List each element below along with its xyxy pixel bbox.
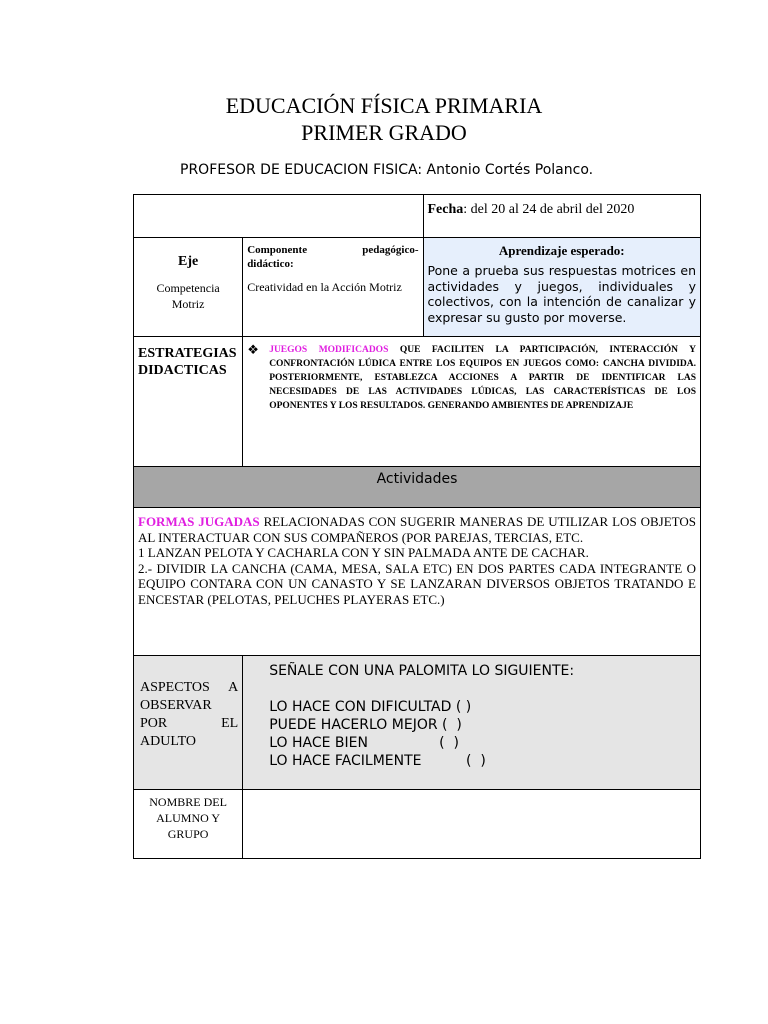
document-subtitle: PRIMER GRADO	[301, 120, 467, 145]
estrategias-label-line1: ESTRATEGIAS	[138, 346, 237, 361]
aprendizaje-label: Aprendizaje esperado:	[498, 243, 625, 258]
date-value: : del 20 al 24 de abril del 2020	[463, 202, 635, 217]
eje-label: Eje	[177, 254, 199, 269]
estrategias-content-cell	[243, 337, 701, 467]
nombre-label-line3: GRUPO	[167, 827, 209, 841]
plan-table	[133, 194, 701, 859]
date-row	[134, 195, 701, 238]
actividades-header-row	[134, 467, 701, 508]
componente-cell	[243, 238, 423, 337]
estrategias-row	[134, 337, 701, 467]
aspectos-instruction: SEÑALE CON UNA PALOMITA LO SIGUIENTE:	[269, 663, 575, 679]
componente-value: Creatividad en la Acción Motriz	[247, 280, 402, 294]
option-hace-bien[interactable]: LO HACE BIEN ( )	[269, 735, 459, 751]
empty-cell	[134, 195, 424, 238]
date-cell	[423, 195, 701, 238]
option-puede-mejor[interactable]: PUEDE HACERLO MEJOR ( )	[269, 717, 462, 733]
aspectos-label-line3: POR EL	[140, 716, 239, 731]
eje-cell	[134, 238, 243, 337]
nombre-label-cell	[134, 790, 243, 859]
aspectos-row	[134, 656, 701, 790]
date-label: Fecha	[427, 202, 464, 217]
estrategias-label-line2: DIDACTICAS	[138, 363, 227, 378]
document-title: EDUCACIÓN FÍSICA PRIMARIA	[225, 93, 543, 118]
actividades-header: Actividades	[134, 467, 701, 508]
estrategias-label-cell	[134, 337, 243, 467]
actividades-item-2: 2.- DIVIDIR LA CANCHA (CAMA, MESA, SALA ETC) EN DOS PARTES CADA INTEGRANTE O EQUIPO CONTARA CON UN CANASTO Y SE LANZARAN DIVERSOS OBJETOS TRATANDO E ENCESTAR (PELOTAS, PELUCHES PLAYERAS ETC.)	[138, 560, 696, 607]
aspectos-content-cell	[243, 656, 701, 790]
actividades-keyword: FORMAS JUGADAS	[138, 514, 260, 529]
actividades-item-1: 1 LANZAN PELOTA Y CACHARLA CON Y SIN PALMADA ANTE DE CACHAR.	[138, 545, 589, 560]
actividades-row	[134, 508, 701, 656]
aspectos-label-line1: ASPECTOS A	[140, 680, 239, 695]
nombre-label-line2: ALUMNO Y	[156, 811, 221, 825]
professor-line: PROFESOR DE EDUCACION FISICA: Antonio Cortés Polanco.	[180, 162, 594, 178]
nombre-label-line1: NOMBRE DEL	[149, 795, 227, 809]
eje-value-line1: Competencia	[156, 281, 220, 295]
componente-label-line1: Componente pedagógico-	[247, 244, 419, 256]
estrategias-body: QUE FACILITEN LA PARTICIPACIÓN, INTERACCIÓN Y CONFRONTACIÓN LÚDICA ENTRE LOS EQUIPOS EN JUEGOS COMO: CANCHA DIVIDIDA. POSTERIORMENTE, ESTABLEZCA ACCIONES A PARTIR DE IDENTIFICAR LAS NECESIDADES DE LAS ACTIVIDADES LÚDICAS, LAS CARACTERÍSTICAS DE LOS OPONENTES Y LOS RESULTADOS. GENERANDO AMBIENTES DE APRENDIZAJE	[269, 345, 696, 411]
actividades-intro-text: RELACIONADAS CON SUGERIR MANERAS DE UTILIZAR LOS OBJETOS AL INTERACTUAR CON SUS COMPAÑEROS (POR PAREJAS, TERCIAS, ETC.	[138, 514, 696, 545]
aprendizaje-cell	[423, 238, 701, 337]
aspectos-label-cell	[134, 656, 243, 790]
estrategias-text	[269, 343, 696, 413]
eje-row	[134, 238, 701, 337]
nombre-input-cell[interactable]	[243, 790, 701, 859]
aspectos-label-line4: ADULTO	[140, 734, 197, 749]
estrategias-keyword: JUEGOS MODIFICADOS	[269, 345, 389, 355]
option-con-dificultad[interactable]: LO HACE CON DIFICULTAD ( )	[269, 699, 472, 715]
actividades-intro	[138, 514, 696, 545]
diamond-bullet-icon: ❖	[247, 343, 259, 358]
nombre-row	[134, 790, 701, 859]
aspectos-label-line2: OBSERVAR	[140, 698, 212, 713]
option-hace-facilmente[interactable]: LO HACE FACILMENTE ( )	[269, 753, 486, 769]
componente-label-line2: didáctico:	[247, 258, 294, 270]
eje-value-line2: Motriz	[171, 297, 205, 311]
aprendizaje-value: Pone a prueba sus respuestas motrices en actividades y juegos, individuales y colectivos, con la intención de canalizar y expresar su gusto por moverse.	[427, 263, 696, 325]
actividades-cell	[134, 508, 701, 656]
